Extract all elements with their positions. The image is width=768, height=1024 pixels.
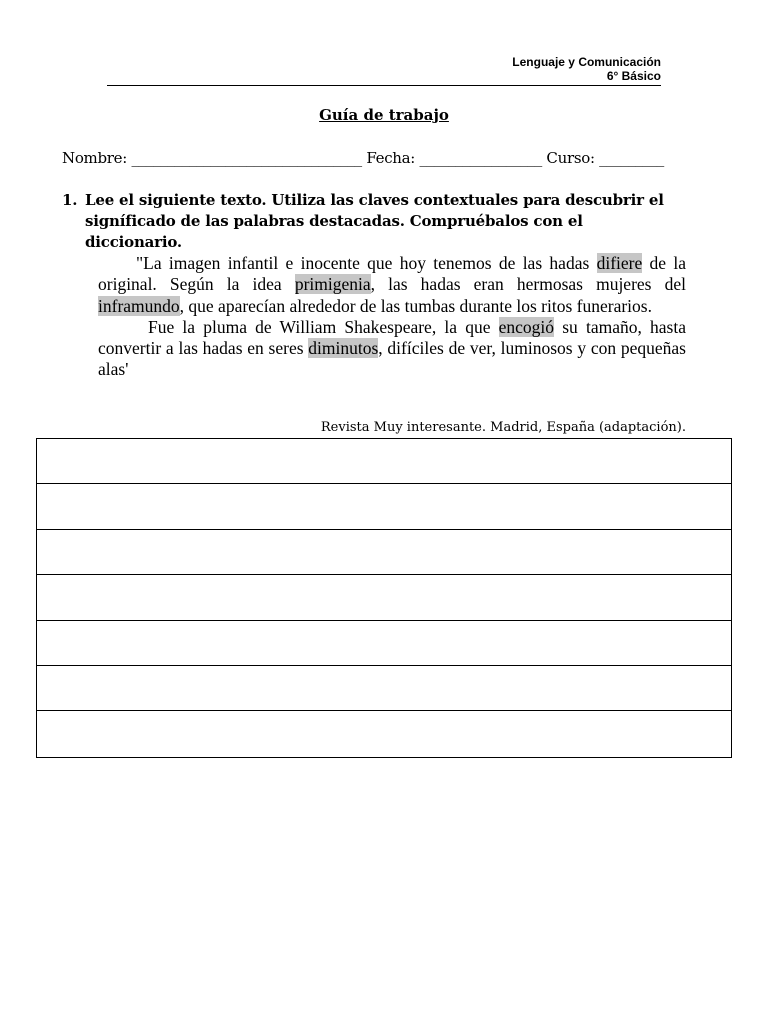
instruction-text: Lee el siguiente texto. Utiliza las claves contextuales para descubrir el signíficado de las palabras destacadas. Compruébalos con el diccionario.: [85, 191, 664, 251]
instruction-number: 1.: [62, 191, 78, 209]
student-info-line: [62, 149, 702, 167]
highlighted-word-inframundo: inframundo: [98, 295, 180, 316]
highlighted-word-primigenia: primigenia: [294, 274, 371, 295]
passage-text: Fue la pluma de William Shakespeare, la que: [148, 316, 499, 337]
instruction: [62, 190, 682, 253]
passage-text: su tamaño, hasta convertir a las hadas en seres: [98, 316, 686, 359]
source-citation: Revista Muy interesante. Madrid, España (adaptación).: [320, 420, 686, 435]
passage-paragraph-1: [98, 253, 686, 317]
answer-row[interactable]: [37, 484, 731, 529]
reading-passage: [98, 253, 686, 381]
fecha-label: Fecha:: [366, 149, 416, 167]
page-header: [107, 55, 661, 86]
highlighted-word-encogio: encogió: [498, 316, 555, 337]
grade-label: 6° Básico: [606, 69, 661, 83]
passage-text: "La imagen infantil e inocente que hoy tenemos de las hadas: [136, 253, 597, 273]
answer-row[interactable]: [37, 666, 731, 711]
passage-text: , las hadas eran hermosas mujeres del: [370, 274, 686, 295]
curso-label: Curso:: [546, 149, 595, 167]
nombre-field[interactable]: ________________________________: [131, 149, 362, 167]
highlighted-word-difiere: difiere: [596, 253, 643, 273]
nombre-label: Nombre:: [62, 149, 127, 167]
passage-text: , difíciles de ver, luminosos y con pequeñas alas': [98, 338, 686, 380]
page-title: Guía de trabajo: [319, 106, 449, 124]
passage-text: de la original. Según la idea: [98, 253, 686, 295]
passage-paragraph-2: [98, 317, 686, 381]
fecha-field[interactable]: _________________: [419, 149, 542, 167]
subject-label: Lenguaje y Comunicación: [512, 55, 661, 69]
highlighted-word-diminutos: diminutos: [308, 338, 379, 359]
answer-row[interactable]: [37, 621, 731, 666]
answer-row[interactable]: [37, 439, 731, 484]
answer-row[interactable]: [37, 711, 731, 756]
answer-row[interactable]: [37, 530, 731, 575]
answer-row[interactable]: [37, 575, 731, 620]
answer-table: [36, 438, 732, 758]
passage-text: , que aparecían alrededor de las tumbas durante los ritos funerarios.: [179, 295, 652, 316]
curso-field[interactable]: _________: [599, 149, 664, 167]
